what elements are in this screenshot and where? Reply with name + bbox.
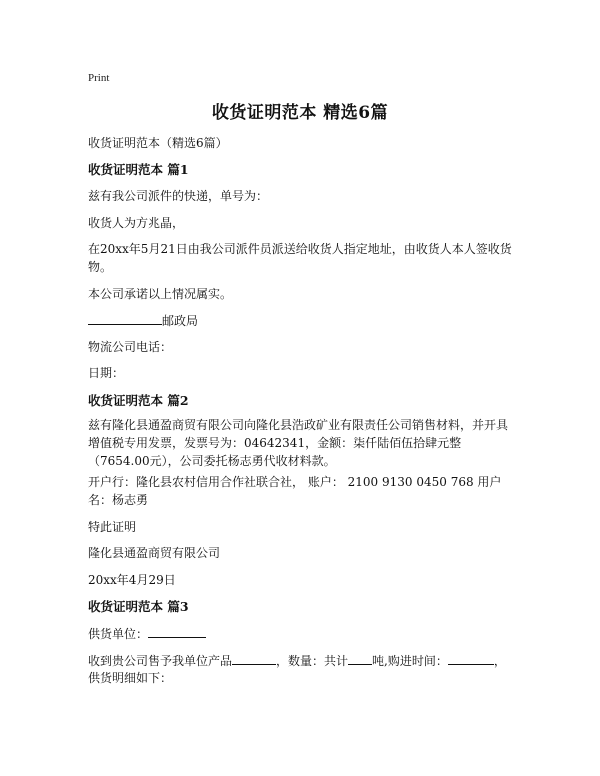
section-1-signer xyxy=(88,312,518,330)
signer-blank xyxy=(88,312,162,325)
section-2-date: 20xx年4月29日 xyxy=(88,573,176,587)
section-1-heading: 收货证明范本 篇1 xyxy=(88,162,189,177)
section-3-heading: 收货证明范本 篇3 xyxy=(88,599,189,614)
quantity-blank xyxy=(348,652,372,665)
purchase-time-label: 吨,购进时间： xyxy=(372,654,448,668)
section-2-heading: 收货证明范本 篇2 xyxy=(88,393,189,408)
signer-suffix: 邮政局 xyxy=(162,314,199,328)
section-2-certify: 特此证明 xyxy=(88,520,137,534)
section-1-date-label: 日期： xyxy=(88,366,125,380)
page-title: 收货证明范本 精选6篇 xyxy=(211,103,389,123)
product-label: 收到贵公司售予我单位产品 xyxy=(88,654,233,668)
section-1-line-4: 本公司承诺以上情况属实。 xyxy=(88,287,233,301)
section-3-line-2: 供货明细如下： xyxy=(88,671,173,685)
section-3-supplier xyxy=(88,625,518,643)
section-2-body: 兹有隆化县通盈商贸有限公司向隆化县浩政矿业有限责任公司销售材料，并开具增值税专用发票，发票号为：04642341，金额：柒仟陆佰伍拾肆元整（7654.00元），公司委托杨志勇代收材料款。 xyxy=(88,418,509,468)
supplier-label: 供货单位： xyxy=(88,627,149,641)
product-blank xyxy=(232,652,276,665)
section-1-line-2: 收货人为方兆晶， xyxy=(88,216,185,230)
supplier-blank xyxy=(148,625,206,638)
section-2-company: 隆化县通盈商贸有限公司 xyxy=(88,546,221,560)
section-2-bank: 开户行：隆化县农村信用合作社联合社， 账户： 2100 9130 0450 768 用户名：杨志勇 xyxy=(88,475,502,507)
section-1-line-3: 在20xx年5月21日由我公司派件员派送给收货人指定地址，由收货人本人签收货物。 xyxy=(88,242,512,274)
section-1-line-1: 兹有我公司派件的快递，单号为： xyxy=(88,189,269,203)
quantity-label: ，数量：共计 xyxy=(276,654,349,668)
line-end-comma: ， xyxy=(493,654,506,668)
print-label[interactable]: Print xyxy=(88,72,110,84)
section-3-line-1 xyxy=(88,652,518,670)
document-subtitle: 收货证明范本（精选6篇） xyxy=(88,136,228,150)
purchase-time-blank xyxy=(448,652,494,665)
section-1-phone-label: 物流公司电话： xyxy=(88,340,173,354)
